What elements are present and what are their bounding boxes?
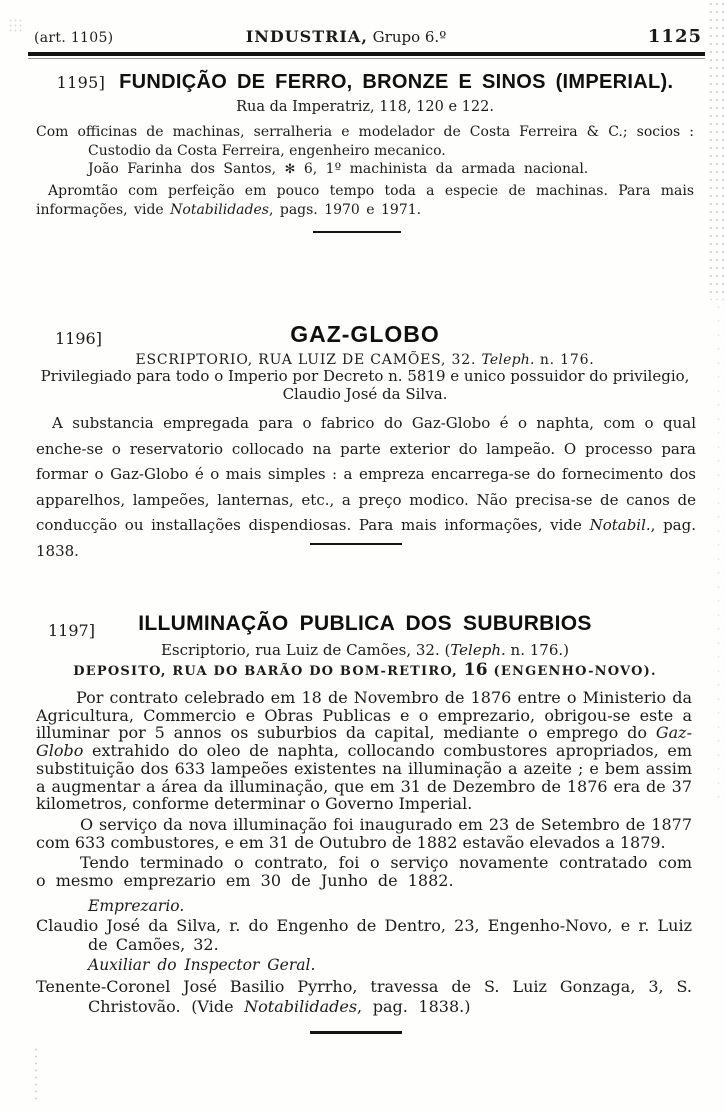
gaz-globo-italic: Gaz-Globo (36, 723, 692, 761)
role-heading-emprezario: Emprezario. (88, 897, 185, 915)
section-1197-number: 1197] (48, 621, 95, 640)
role-heading-auxiliar: Auxiliar do Inspector Geral. (88, 956, 316, 974)
entry-reference-title: Notabilidades (244, 997, 358, 1016)
section-1196-body (36, 411, 696, 565)
deposit-address-caps: DEPOSITO, RUA DO BARÃO DO BOM-RETIRO, (73, 664, 464, 679)
section-1195-partner-2 (88, 161, 588, 177)
scan-noise-right-mid (715, 300, 725, 800)
entry-claudio-jose-da-silva: Claudio José da Silva, r. do Engenho de Dentro, 23, Engenho-Novo, e r. Luiz de Camões, 32. (36, 916, 692, 954)
note-reference-title: Notabilidades (170, 201, 269, 218)
section-1195-title: FUNDIÇÃO DE FERRO, BRONZE E SINOS (IMPERIAL). (119, 71, 674, 93)
entry-page-ref: , pag. 1838.) (357, 997, 471, 1016)
telephone-number: n. 176. (534, 352, 595, 368)
section-divider-1 (313, 231, 401, 233)
section-1197-paragraph-2: O serviço da nova illuminação foi inaugurado em 23 de Setembro de 1877 com 633 combustores, e em 31 de Outubro de 1882 estavão elevados a 1879. (36, 815, 692, 852)
partner-2-name: João Farinha dos Santos, (88, 161, 285, 177)
telephone-number: n. 176.) (505, 641, 569, 659)
section-1195-note (36, 182, 694, 219)
section-1196-privilege (36, 368, 694, 403)
header-rule-shadow (28, 58, 705, 59)
partner-2-role: 6, 1º machinista da armada nacional. (295, 161, 589, 177)
body-reference-title: Notabil. (589, 516, 651, 535)
decoration-badge-icon: ✻ (284, 162, 296, 177)
telephone-label: Teleph. (481, 352, 535, 368)
scan-noise-bottom-left (34, 1046, 37, 1104)
section-divider-3 (310, 1031, 402, 1034)
section-1197-title: ILLUMINAÇÃO PUBLICA DOS SUBURBIOS (138, 612, 592, 635)
office-address: Escriptorio, rua Luiz de Camões, 32. ( (160, 641, 451, 659)
note-pages: , pags. 1970 e 1971. (268, 201, 422, 218)
entry-text: Tenente-Coronel José Basilio Pyrrho, travessa de S. Luiz Gonzaga, 3, S. Christovão. (Vide (36, 977, 692, 1016)
header-article-ref: (art. 1105) (34, 30, 114, 46)
section-1195-title-row (36, 71, 694, 94)
section-1197-deposit-line (36, 660, 694, 680)
section-1197-office-line (36, 641, 694, 659)
section-1195-partner-1: Custodio da Costa Ferreira, engenheiro mecanico. (88, 143, 446, 159)
telephone-label: Teleph. (450, 641, 506, 659)
entry-tenente-coronel-pyrrho (36, 977, 692, 1017)
header-rule (28, 52, 705, 56)
header-title-group: Grupo 6.º (367, 28, 447, 46)
contract-text-rest: extrahido do oleo de naphta, collocando combustores apropriados, em substituição dos 633 lampeões existentes na illuminação a azeite ; e bem assim a augmentar a área da illuminação, que em 31 de Dezembro de 1876 era de 37 kilometros, conforme determinar o Governo Imperial. (36, 741, 692, 814)
page-number: 1125 (647, 26, 702, 47)
section-1197-paragraph-3: Tendo terminado o contrato, foi o serviço novamente contratado com o mesmo emprezario em 30 de Junho de 1882. (36, 853, 692, 890)
privilege-line-1: Privilegiado para todo o Imperio por Decreto n. 5819 e unico possuidor do privilegio, (40, 367, 690, 385)
scan-noise-right-top (708, 0, 725, 300)
section-1196-office-line (36, 352, 694, 368)
section-1197-paragraph-1 (36, 689, 692, 813)
section-divider-2 (310, 543, 402, 545)
scan-noise-top-left (8, 18, 22, 32)
body-text: A substancia empregada para o fabrico do Gaz-Globo é o naphta, com o qual enche-se o reservatorio collocado na parte exterior do lampeão. O processo para formar o Gaz-Globo é o mais simples : a empreza encarrega-se do fornecimento dos apparelhos, lampeões, lanternas, etc., a preço modico. Não precisa-se de canos de conducção ou installações dispendiosas. Para mais informações, vide (36, 414, 696, 535)
section-1196-title: GAZ-GLOBO (290, 321, 440, 347)
body-page-ref: , pag. 1838. (36, 516, 696, 560)
section-1195-number: 1195] (56, 73, 106, 92)
header-section-title (36, 27, 656, 46)
section-1196-number: 1196] (55, 329, 102, 348)
privilege-line-2: Claudio José da Silva. (282, 384, 448, 403)
section-1195-intro: Com officinas de machinas, serralheria e modelador de Costa Ferreira & C.; socios : (36, 124, 694, 140)
deposit-street-number: 16 (463, 660, 488, 680)
contract-text: Por contrato celebrado em 18 de Novembro de 1876 entre o Ministerio da Agricultura, Commercio e Obras Publicas e o emprezario, obrigou-se este a illuminar por 5 annos os suburbios da capital, mediante o emprego do (36, 688, 692, 743)
note-text: Apromtão com perfeição em pouco tempo toda a especie de machinas. Para mais informações, vide (36, 183, 694, 218)
office-address-caps: ESCRIPTORIO, RUA LUIZ DE CAMÕES, 32. (135, 352, 482, 368)
deposit-district-caps: (ENGENHO-NOVO). (487, 664, 657, 679)
section-1195-address: Rua da Imperatriz, 118, 120 e 122. (236, 99, 494, 115)
header-title-bold: INDUSTRIA, (245, 27, 368, 46)
